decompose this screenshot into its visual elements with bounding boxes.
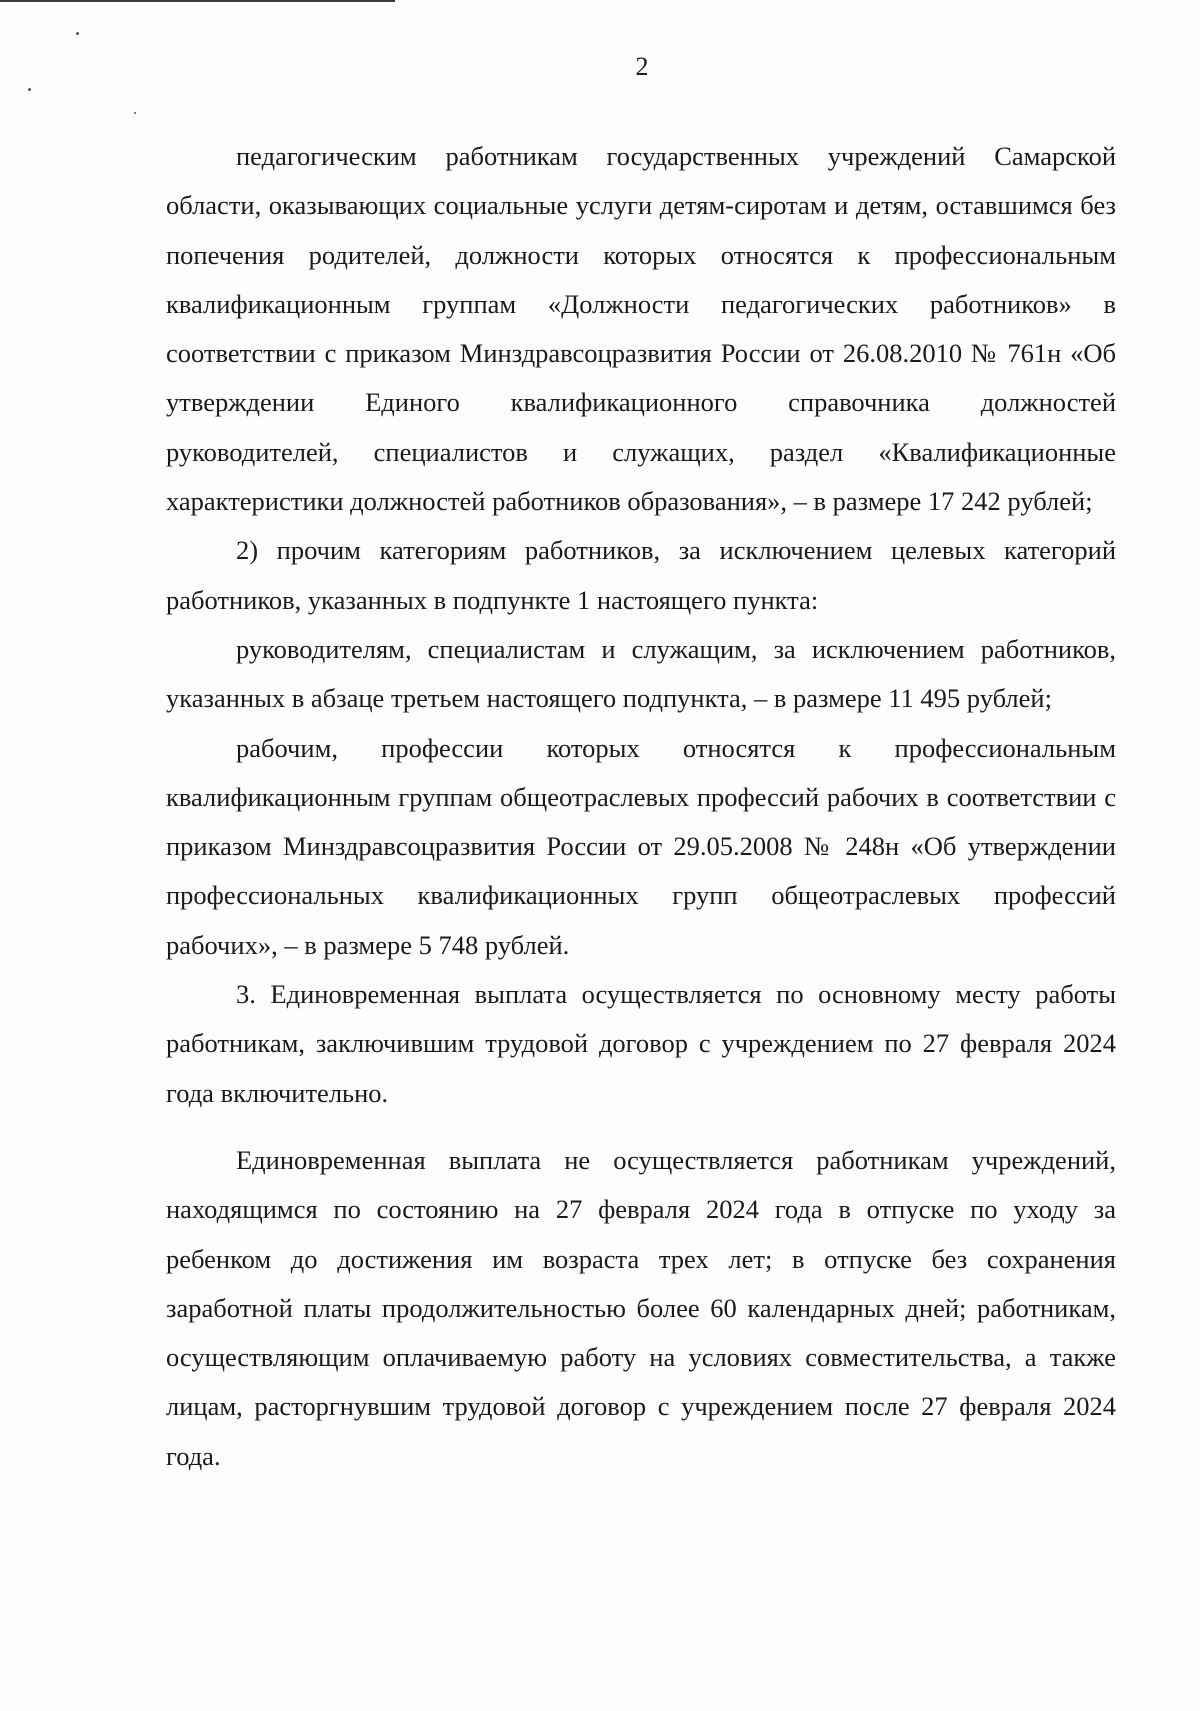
paragraph-point-3: 3. Единовременная выплата осуществляется по основному месту работы работникам, заключившим трудовой договор с учреждением по 27 февраля 2024 года включительно. (166, 979, 1116, 1108)
paragraph-other-categories: 2) прочим категориям работников, за исключением целевых категорий работников, указанных в подпункте 1 настоящего пункта: (166, 535, 1116, 615)
paragraph-workers: рабочим, профессии которых относятся к профессиональным квалификационным группам общеотраслевых профессий рабочих в соответствии с приказом Минздравсоцразвития России от 29.05.2008 № 248н «Об утверждении профессиональных квалификационных групп общеотраслевых профессий рабочих», – в размере 5 748 рублей. (166, 732, 1116, 960)
page-number: 2 (635, 52, 649, 81)
paragraph-exclusions: Единовременная выплата не осуществляется работникам учреждений, находящимся по состоянию на 27 февраля 2024 года в отпуске по уходу за ребенком до достижения им возраста трех лет; в отпуске без сохранения заработной платы продолжительностью более 60 календарных дней; работникам, осуществляющим оплачиваемую работу на условиях совместительства, а также лицам, расторгнувшим трудовой договор с учреждением после 27 февраля 2024 года. (166, 1144, 1116, 1471)
paragraph-pedagogical-workers: педагогическим работникам государственных учреждений Самарской области, оказывающих социальные услуги детям-сиротам и детям, оставшимся без попечения родителей, должности которых относятся к профессиональным квалификационным группам «Должности педагогических работников» в соответствии с приказом Минздравсоцразвития России от 26.08.2010 № 761н «Об утверждении Единого квалификационного справочника должностей руководителей, специалистов и служащих, раздел «Квалификационные характеристики должностей работников образования», – в размере 17 242 рублей; (166, 141, 1116, 517)
paragraph-managers-specialists: руководителям, специалистам и служащим, за исключением работников, указанных в абзаце третьем настоящего подпункта, – в размере 11 495 рублей; (166, 633, 1116, 714)
scan-speck (28, 88, 31, 91)
scan-speck (76, 32, 79, 35)
scan-edge-line (0, 0, 395, 2)
document-body (166, 132, 1116, 1481)
scan-speck (134, 112, 136, 114)
